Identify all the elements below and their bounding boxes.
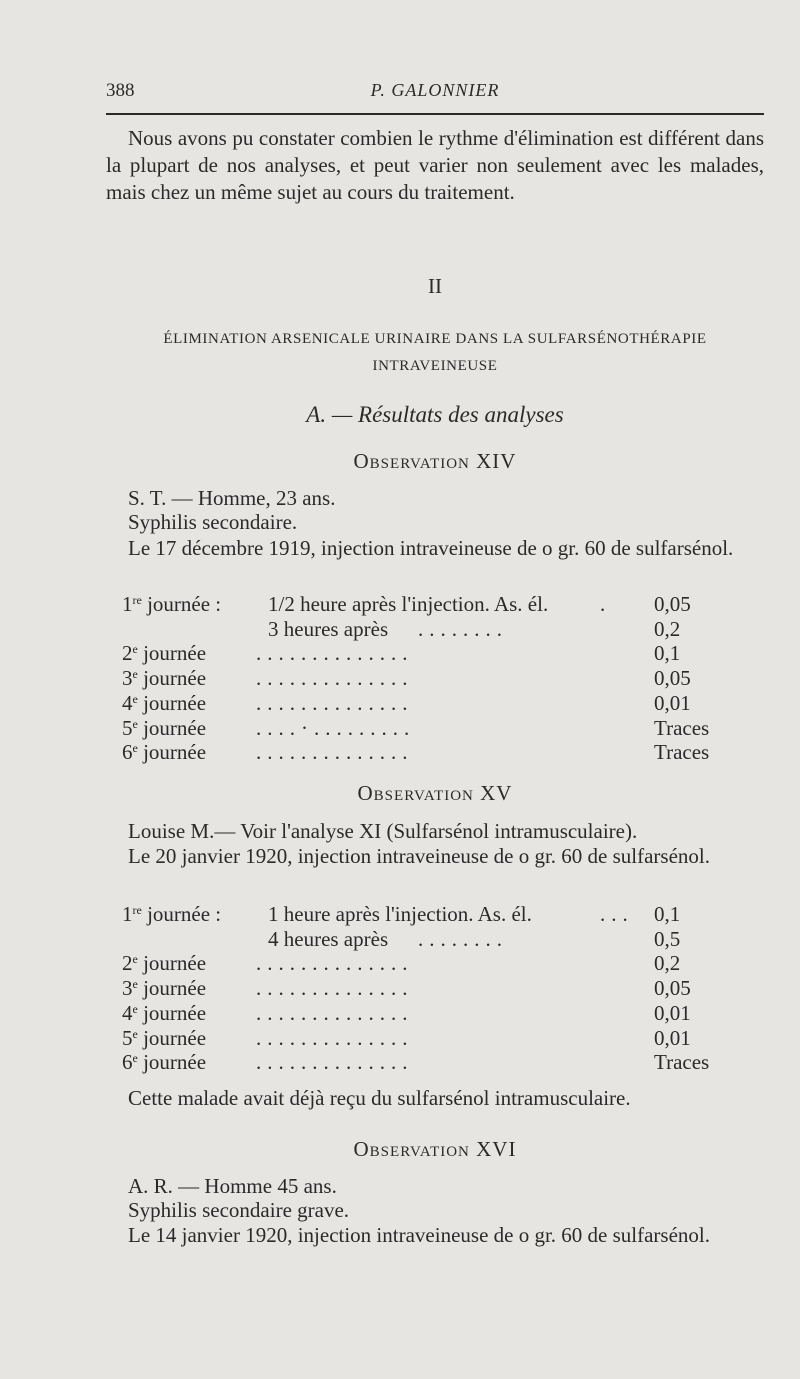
time-label: 4 heures après (268, 926, 389, 951)
section-title-line2: INTRAVEINEUSE (372, 358, 498, 374)
time-label: 1 heure après l'injection. As. él. (268, 902, 532, 926)
day-number: 1 (122, 902, 133, 926)
day-text: journée (137, 1000, 207, 1025)
time-label: 3 heures après (268, 616, 389, 641)
leader-dots: . (600, 592, 612, 616)
arsenic-value: 0,01 (654, 1000, 691, 1025)
day-ordinal-suffix: re (132, 593, 142, 607)
day-label (122, 976, 206, 1001)
leader-dots: ........ (418, 926, 508, 951)
day-label (122, 1001, 206, 1026)
arsenic-value: 0,2 (654, 616, 681, 641)
arsenic-value: 0,05 (654, 592, 691, 616)
day-text: journée (137, 976, 207, 1001)
obs14-heading: Observation XIV (353, 449, 517, 473)
day-ordinal-suffix: e (132, 977, 138, 992)
arsenic-value: 0,05 (654, 976, 691, 1001)
day-number: 6 (122, 1050, 133, 1075)
intro-paragraph: Nous avons pu constater combien le rythme d'élimination est différent dans la plupart de nos analyses, et peut varier non seulement avec les malades, mais chez un même sujet au cours du traitement. (106, 126, 764, 204)
leader-dots: ... (600, 902, 634, 926)
day-ordinal-suffix: e (132, 716, 138, 731)
obs16-diagnosis: Syphilis secondaire grave. (128, 1198, 350, 1222)
arsenic-value: 0,01 (654, 690, 691, 715)
day-text: journée (137, 951, 207, 976)
leader-dots: .............. (256, 1050, 414, 1075)
arsenic-value: Traces (654, 715, 710, 740)
arsenic-value: 0,05 (654, 666, 691, 691)
day-text: journée : (141, 902, 227, 926)
leader-dots: .............. (256, 1000, 414, 1025)
leader-dots: .............. (256, 690, 414, 715)
obs14-diagnosis: Syphilis secondaire. (128, 510, 298, 534)
day-number: 2 (122, 951, 133, 976)
day-text: journée (137, 740, 207, 765)
arsenic-value: 0,01 (654, 1025, 691, 1050)
day-label (122, 1026, 206, 1051)
day-number: 4 (122, 1000, 133, 1025)
day-ordinal-suffix: re (132, 903, 142, 917)
day-ordinal-suffix: e (132, 952, 138, 967)
header-rule (106, 113, 764, 115)
time-label: 1/2 heure après l'injection. As. él. (268, 592, 549, 616)
day-text: journée (137, 1025, 207, 1050)
leader-dots: ....·......... (256, 715, 416, 740)
leader-dots: .............. (256, 666, 414, 691)
arsenic-value: Traces (654, 1050, 710, 1075)
obs14-patient: S. T. — Homme, 23 ans. (128, 486, 336, 510)
obs16-injection: Le 14 janvier 1920, injection intraveineuse de o gr. 60 de sulfarsénol. (128, 1223, 711, 1247)
day-label (122, 740, 206, 765)
day-number: 3 (122, 666, 133, 691)
obs15-heading: Observation XV (357, 781, 513, 805)
day-ordinal-suffix: e (132, 667, 138, 682)
day-text: journée : (141, 592, 227, 616)
leader-dots: .............. (256, 1025, 414, 1050)
running-title: P. GALONNIER (370, 80, 500, 100)
arsenic-value: Traces (654, 740, 710, 765)
leader-dots: .............. (256, 641, 414, 666)
day-label (122, 641, 206, 666)
day-number: 1 (122, 592, 133, 616)
day-number: 5 (122, 1025, 133, 1050)
obs15-patient: Louise M.— Voir l'analyse XI (Sulfarsénol intramusculaire). (128, 819, 638, 843)
day-ordinal-suffix: e (132, 642, 138, 657)
day-text: journée (137, 690, 207, 715)
day-ordinal-suffix: e (132, 1001, 138, 1016)
day-text: journée (137, 715, 207, 740)
day-number: 5 (122, 715, 133, 740)
page-header (106, 80, 764, 106)
day-number: 3 (122, 976, 133, 1001)
section-subtitle: A. — Résultats des analyses (306, 402, 564, 427)
day-label (122, 592, 226, 617)
day-label (122, 1050, 206, 1075)
obs15-note: Cette malade avait déjà reçu du sulfarsénol intramusculaire. (128, 1086, 631, 1110)
obs16-patient: A. R. — Homme 45 ans. (128, 1174, 337, 1198)
arsenic-value: 0,5 (654, 926, 681, 951)
day-label (122, 902, 226, 927)
day-number: 4 (122, 690, 133, 715)
arsenic-value: 0,1 (654, 641, 681, 666)
day-label (122, 716, 206, 741)
day-number: 2 (122, 641, 133, 666)
day-label (122, 951, 206, 976)
arsenic-value: 0,2 (654, 951, 681, 976)
day-text: journée (137, 666, 207, 691)
leader-dots: .............. (256, 740, 414, 765)
leader-dots: .............. (256, 951, 414, 976)
obs16-heading: Observation XVI (353, 1137, 517, 1161)
leader-dots: .............. (256, 976, 414, 1001)
obs14-injection: Le 17 décembre 1919, injection intraveineuse de o gr. 60 de sulfarsénol. (128, 536, 734, 560)
day-ordinal-suffix: e (132, 691, 138, 706)
day-ordinal-suffix: e (132, 741, 138, 756)
day-ordinal-suffix: e (132, 1026, 138, 1041)
day-text: journée (137, 1050, 207, 1075)
page-number: 388 (106, 80, 135, 101)
day-number: 6 (122, 740, 133, 765)
day-label (122, 666, 206, 691)
day-label (122, 691, 206, 716)
section-title-line1: ÉLIMINATION ARSENICALE URINAIRE DANS LA SULFARSÉNOTHÉRAPIE (163, 331, 707, 347)
day-text: journée (137, 641, 207, 666)
day-ordinal-suffix: e (132, 1051, 138, 1066)
arsenic-value: 0,1 (654, 902, 681, 926)
leader-dots: ........ (418, 616, 508, 641)
section-number: II (428, 274, 442, 298)
obs15-injection: Le 20 janvier 1920, injection intraveineuse de o gr. 60 de sulfarsénol. (128, 844, 711, 868)
